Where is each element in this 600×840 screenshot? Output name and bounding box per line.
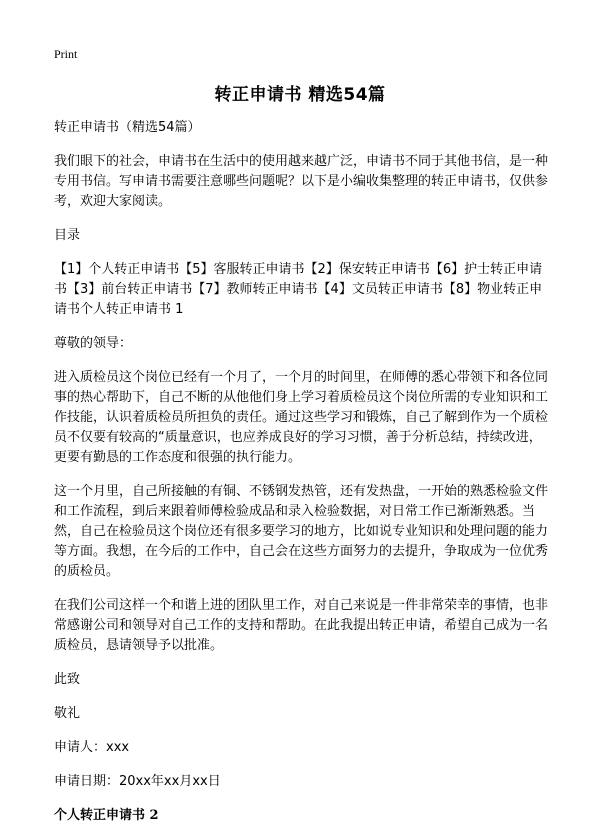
print-label: Print (54, 47, 78, 61)
closing-line-2: 敬礼 (54, 706, 81, 721)
page-title: 转正申请书 精选54篇 (214, 85, 386, 105)
document-body (54, 118, 551, 840)
date-line: 申请日期：20xx年xx月xx日 (54, 774, 221, 789)
body-paragraph-1: 进入质检员这个岗位已经有一个月了，一个月的时间里，在师傅的悉心带领下和各位同事的热心帮助下，自己不断的从他他们身上学习着质检员这个岗位所需的专业知识和工作技能，认识着质检员所担负的责任。通过这些学习和锻炼，自己了解到作为一个质检员不仅要有较高的“质量意识，也应养成良好的学习习惯，善于分析总结，持续改进，更要有勤恳的工作态度和很强的执行能力。 (54, 370, 549, 465)
toc-label: 目录 (54, 228, 81, 243)
applicant-line: 申请人：xxx (54, 740, 130, 755)
intro-paragraph: 我们眼下的社会，申请书在生活中的使用越来越广泛，申请书不同于其他书信，是一种专用书信。写申请书需要注意哪些问题呢？以下是小编收集整理的转正申请书，仅供参考，欢迎大家阅读。 (54, 154, 549, 209)
subtitle: 转正申请书（精选54篇） (54, 120, 201, 135)
toc-list: 【1】个人转正申请书【5】客服转正申请书【2】保安转正申请书【6】护士转正申请书【3】前台转正申请书【7】教师转正申请书【4】文员转正申请书【8】物业转正申请书个人转正申请书 1 (54, 262, 543, 317)
closing-line-1: 此致 (54, 672, 81, 687)
body-paragraph-2: 这一个月里，自己所接触的有铜、不锈钢发热管，还有发热盘，一开始的熟悉检验文件和工作流程，到后来跟着师傅检验成品和录入检验数据，对日常工作已渐渐熟悉。当然，自己在检验员这个岗位还有很多要学习的地方，比如说专业知识和处理问题的能力等方面。我想，在今后的工作中，自己会在这些方面努力的去提升，争取成为一位优秀的质检员。 (54, 484, 549, 579)
body-paragraph-3: 在我们公司这样一个和谐上进的团队里工作，对自己来说是一件非常荣幸的事情，也非常感谢公司和领导对自己工作的支持和帮助。在此我提出转正申请，希望自己成为一名质检员，恳请领导予以批准。 (54, 598, 549, 653)
section-heading: 个人转正申请书 2 (54, 808, 159, 823)
salutation: 尊敬的领导： (54, 336, 133, 351)
